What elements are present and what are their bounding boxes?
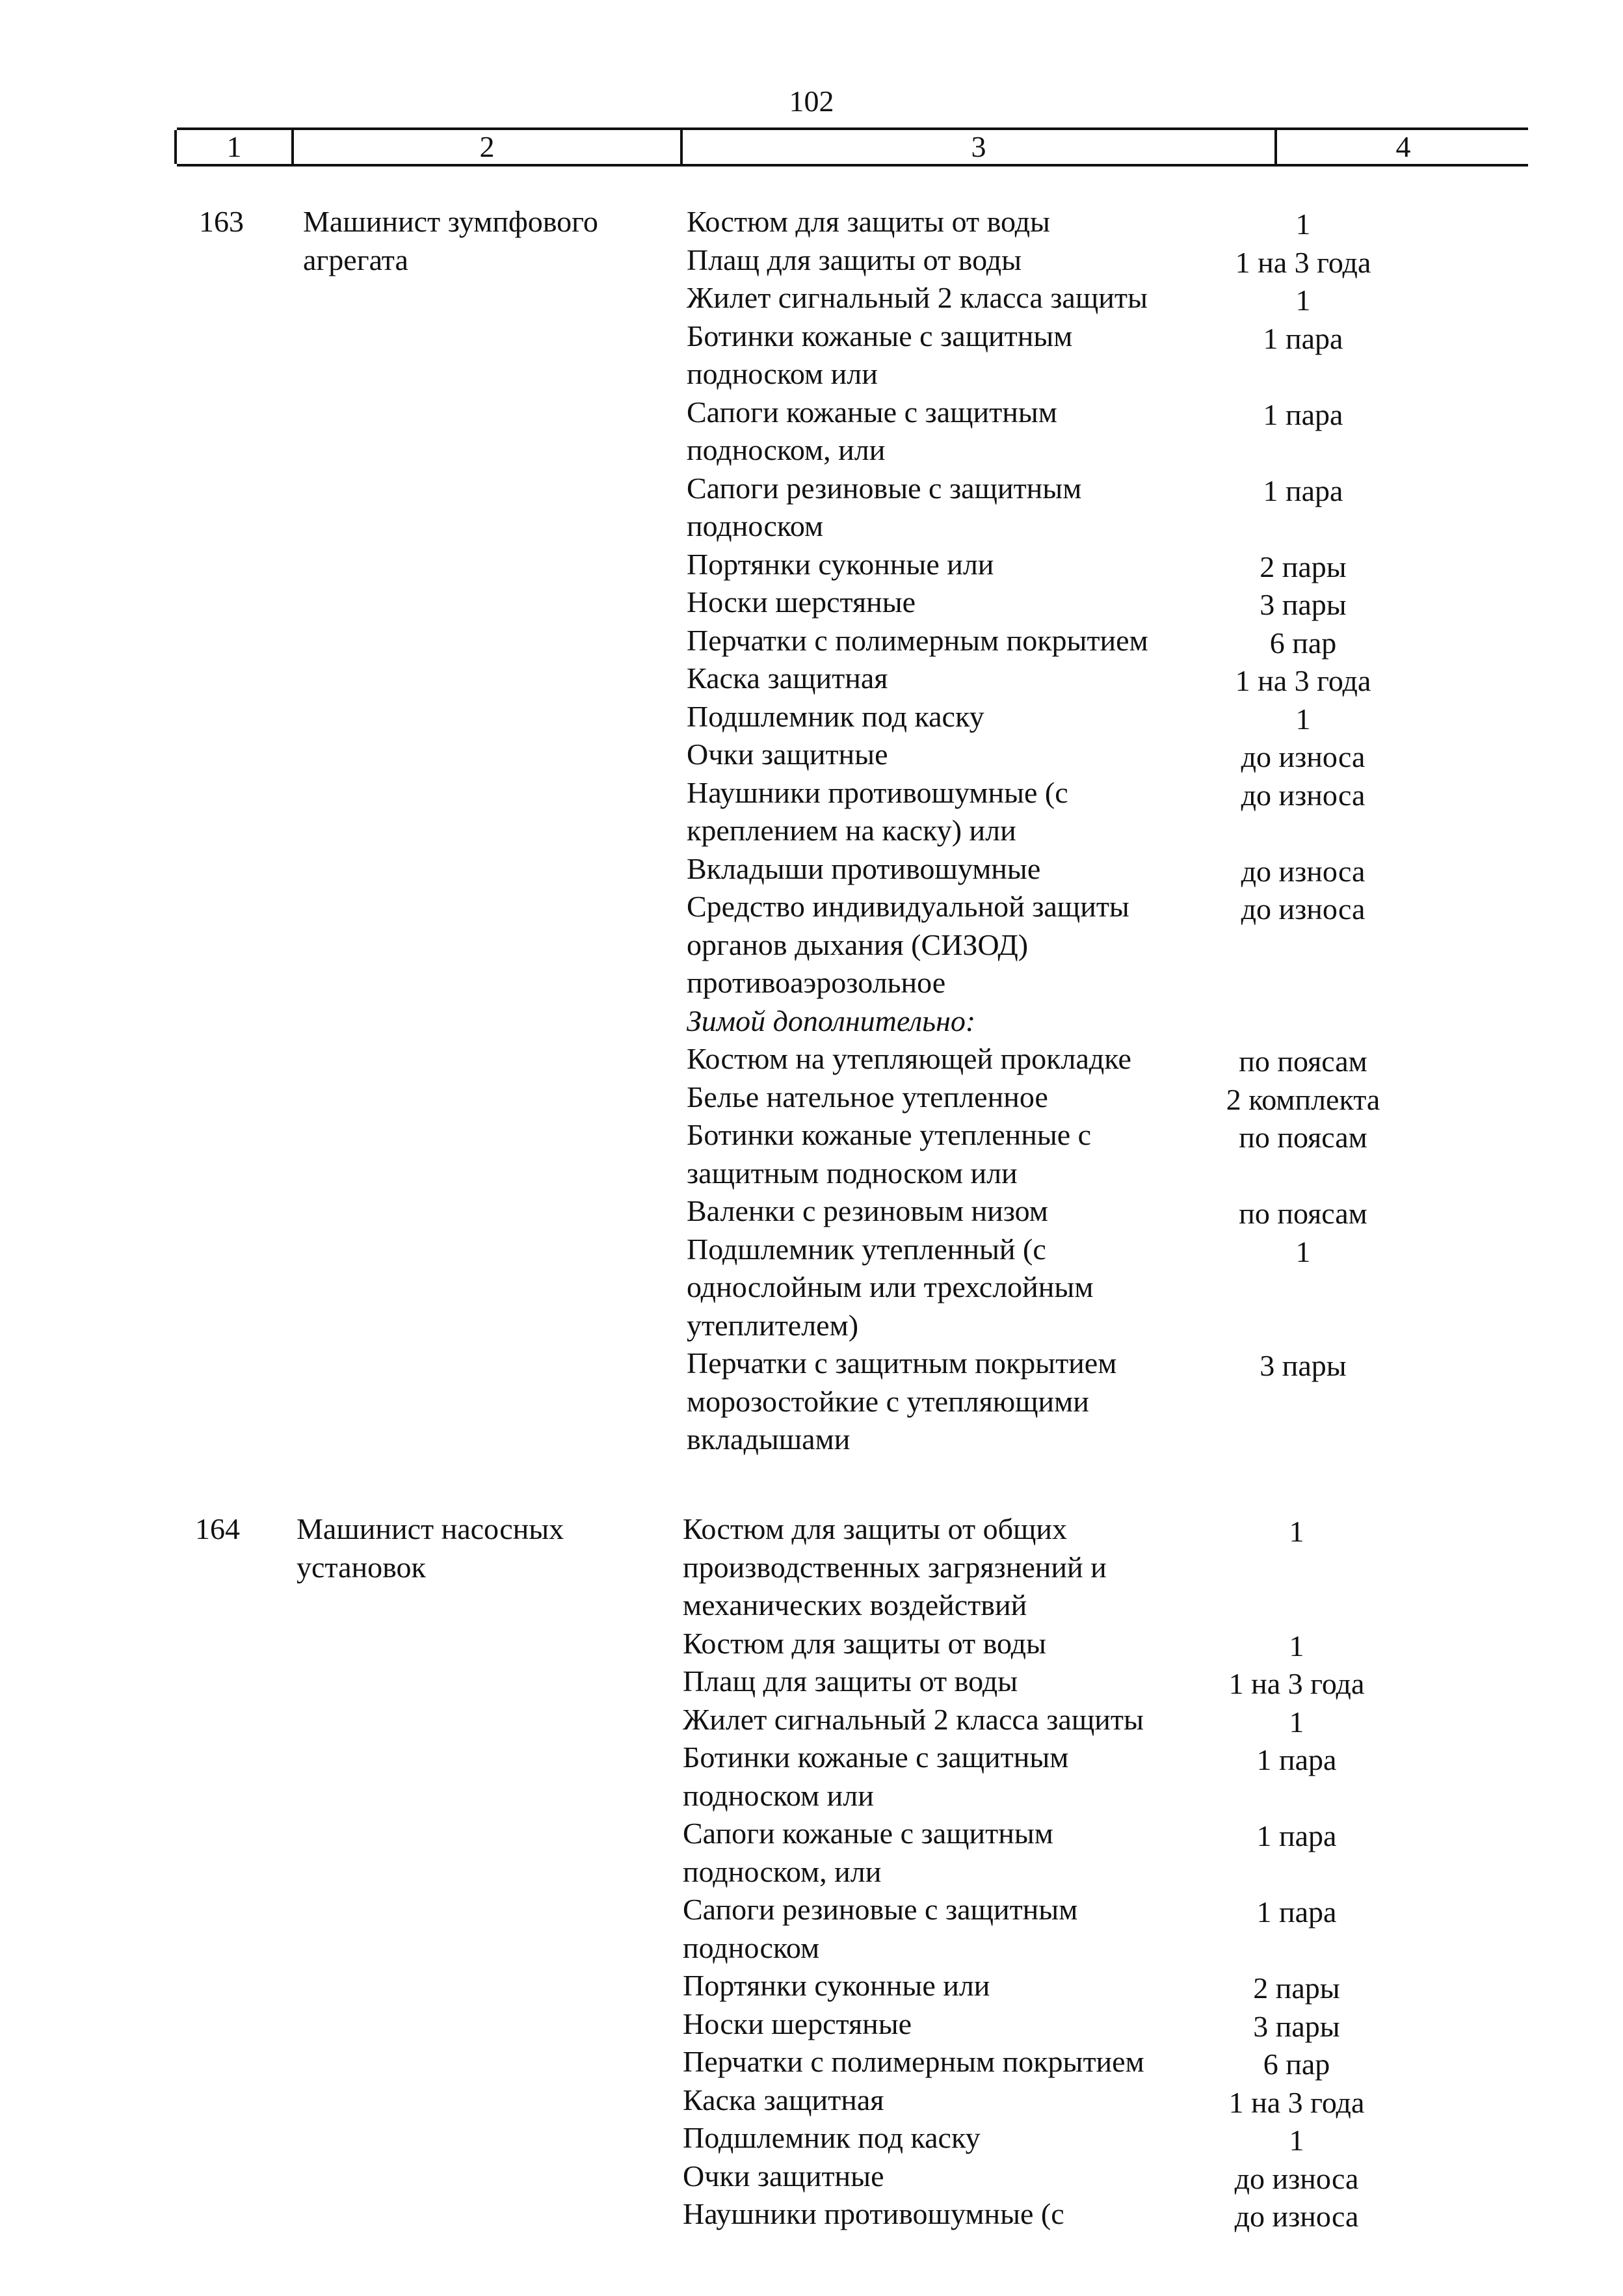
ppe-quantity: по поясам xyxy=(1239,1121,1367,1154)
ppe-quantity: 1 xyxy=(1295,702,1311,736)
ppe-item: производственных загрязнений и xyxy=(683,1550,1107,1584)
ppe-item: Перчатки с полимерным покрытием xyxy=(687,623,1148,657)
ppe-item: Ботинки кожаные с защитным xyxy=(687,319,1073,353)
ppe-item: защитным подноском или xyxy=(687,1156,1018,1190)
ppe-item: Жилет сигнальный 2 класса защиты xyxy=(687,281,1148,314)
ppe-quantity: 1 xyxy=(1295,207,1311,241)
ppe-quantity: по поясам xyxy=(1239,1045,1367,1078)
ppe-item: Каска защитная xyxy=(687,661,888,695)
ppe-item: Носки шерстяные xyxy=(687,585,916,619)
ppe-item: подноском, или xyxy=(687,433,886,466)
ppe-item: Сапоги кожаные с защитным xyxy=(683,1817,1053,1850)
ppe-item: креплением на каску) или xyxy=(687,814,1016,847)
ppe-item: Наушники противошумные (с xyxy=(687,775,1068,809)
entry-number: 163 xyxy=(199,205,244,238)
ppe-quantity: до износа xyxy=(1241,892,1366,926)
ppe-item: Подшлемник под каску xyxy=(683,2121,981,2154)
ppe-item: Белье нательное утепленное xyxy=(687,1080,1048,1114)
ppe-quantity: 1 xyxy=(1295,1235,1311,1268)
ppe-quantity: 6 пар xyxy=(1269,626,1337,660)
ppe-item: подноском или xyxy=(683,1778,874,1812)
ppe-item: Портянки суконные или xyxy=(687,547,994,581)
ppe-item: вкладышами xyxy=(687,1422,851,1456)
ppe-item: Сапоги резиновые с защитным xyxy=(687,471,1082,505)
ppe-item: Ботинки кожаные утепленные с xyxy=(687,1118,1092,1151)
ppe-item: Средство индивидуальной защиты xyxy=(687,890,1129,923)
ppe-quantity: 2 пары xyxy=(1253,1971,1340,2005)
ppe-quantity: до износа xyxy=(1234,2161,1359,2195)
entry-number: 164 xyxy=(195,1512,240,1545)
ppe-item: Перчатки с полимерным покрытием xyxy=(683,2045,1144,2078)
profession-name: Машинист насосных xyxy=(297,1512,564,1545)
profession-name: установок xyxy=(297,1550,426,1584)
ppe-item: Плащ для защиты от воды xyxy=(687,243,1022,276)
ppe-item: противоаэрозольное xyxy=(687,966,946,999)
ppe-item: Ботинки кожаные с защитным xyxy=(683,1741,1069,1774)
ppe-item: Наушники противошумные (с xyxy=(683,2197,1064,2230)
ppe-item: подноском или xyxy=(687,357,878,390)
ppe-quantity: до износа xyxy=(1241,740,1366,773)
ppe-item: Костюм на утепляющей прокладке xyxy=(687,1042,1131,1075)
ppe-quantity: 1 на 3 года xyxy=(1235,245,1371,279)
ppe-item: Носки шерстяные xyxy=(683,2007,912,2040)
ppe-quantity: 3 пары xyxy=(1260,588,1347,621)
ppe-item: Костюм для защиты от общих xyxy=(683,1512,1068,1545)
ppe-quantity: 3 пары xyxy=(1260,1349,1347,1382)
ppe-item: Жилет сигнальный 2 класса защиты xyxy=(683,1702,1144,1736)
ppe-item: подноском xyxy=(687,509,824,542)
column-header-1: 1 xyxy=(174,130,291,164)
ppe-quantity: 1 пара xyxy=(1263,474,1343,507)
ppe-item: утеплителем) xyxy=(687,1308,859,1342)
ppe-item: морозостойкие с утепляющими xyxy=(687,1384,1089,1418)
ppe-item: Очки защитные xyxy=(683,2159,884,2193)
ppe-item: Костюм для защиты от воды xyxy=(683,1626,1046,1660)
ppe-quantity: 1 xyxy=(1289,2124,1304,2157)
ppe-quantity: 1 xyxy=(1289,1515,1304,1548)
ppe-item: Каска защитная xyxy=(683,2083,884,2116)
ppe-item: подноском xyxy=(683,1930,820,1964)
ppe-quantity: 1 пара xyxy=(1263,397,1343,431)
ppe-item: Перчатки с защитным покрытием xyxy=(687,1346,1117,1380)
ppe-quantity: 1 пара xyxy=(1256,1743,1337,1776)
ppe-quantity: до износа xyxy=(1234,2200,1359,2233)
ppe-item: Костюм для защиты от воды xyxy=(687,205,1050,238)
ppe-item: Подшлемник под каску xyxy=(687,699,984,733)
ppe-item: органов дыхания (СИЗОД) xyxy=(687,928,1029,961)
page-number: 102 xyxy=(789,85,834,118)
ppe-item: однослойным или трехслойным xyxy=(687,1270,1094,1303)
ppe-quantity: 1 на 3 года xyxy=(1228,2085,1365,2119)
ppe-item: механических воздействий xyxy=(683,1588,1027,1622)
ppe-item: Сапоги резиновые с защитным xyxy=(683,1893,1078,1926)
profession-name: агрегата xyxy=(303,243,408,276)
ppe-quantity: 3 пары xyxy=(1253,2009,1340,2043)
ppe-quantity: 2 пары xyxy=(1260,550,1347,583)
ppe-quantity: 6 пар xyxy=(1263,2048,1330,2081)
ppe-quantity: до износа xyxy=(1241,778,1366,812)
ppe-quantity: 1 на 3 года xyxy=(1235,664,1371,697)
ppe-item: Сапоги кожаные с защитным xyxy=(687,395,1057,429)
ppe-quantity: 2 комплекта xyxy=(1226,1082,1380,1116)
profession-name: Машинист зумпфового xyxy=(303,205,598,238)
ppe-quantity: до износа xyxy=(1241,854,1366,888)
column-header-3: 3 xyxy=(680,130,1274,164)
ppe-item: подноском, или xyxy=(683,1854,882,1888)
ppe-quantity: 1 xyxy=(1295,284,1311,317)
ppe-quantity: 1 xyxy=(1289,1629,1304,1662)
ppe-item: Портянки суконные или xyxy=(683,1969,990,2002)
ppe-quantity: 1 пара xyxy=(1256,1895,1337,1929)
section-subheading: Зимой дополнительно: xyxy=(687,1004,976,1037)
column-header-4: 4 xyxy=(1274,130,1529,164)
ppe-item: Подшлемник утепленный (с xyxy=(687,1232,1046,1266)
ppe-item: Валенки с резиновым низом xyxy=(687,1194,1048,1227)
ppe-quantity: по поясам xyxy=(1239,1197,1367,1230)
ppe-quantity: 1 xyxy=(1289,1705,1304,1739)
ppe-quantity: 1 пара xyxy=(1263,321,1343,355)
column-header-2: 2 xyxy=(291,130,680,164)
ppe-quantity: 1 пара xyxy=(1256,1819,1337,1852)
column-header-row xyxy=(177,127,1528,167)
ppe-item: Очки защитные xyxy=(687,738,888,771)
ppe-item: Вкладыши противошумные xyxy=(687,851,1041,885)
ppe-item: Плащ для защиты от воды xyxy=(683,1664,1018,1698)
ppe-quantity: 1 на 3 года xyxy=(1228,1667,1365,1700)
